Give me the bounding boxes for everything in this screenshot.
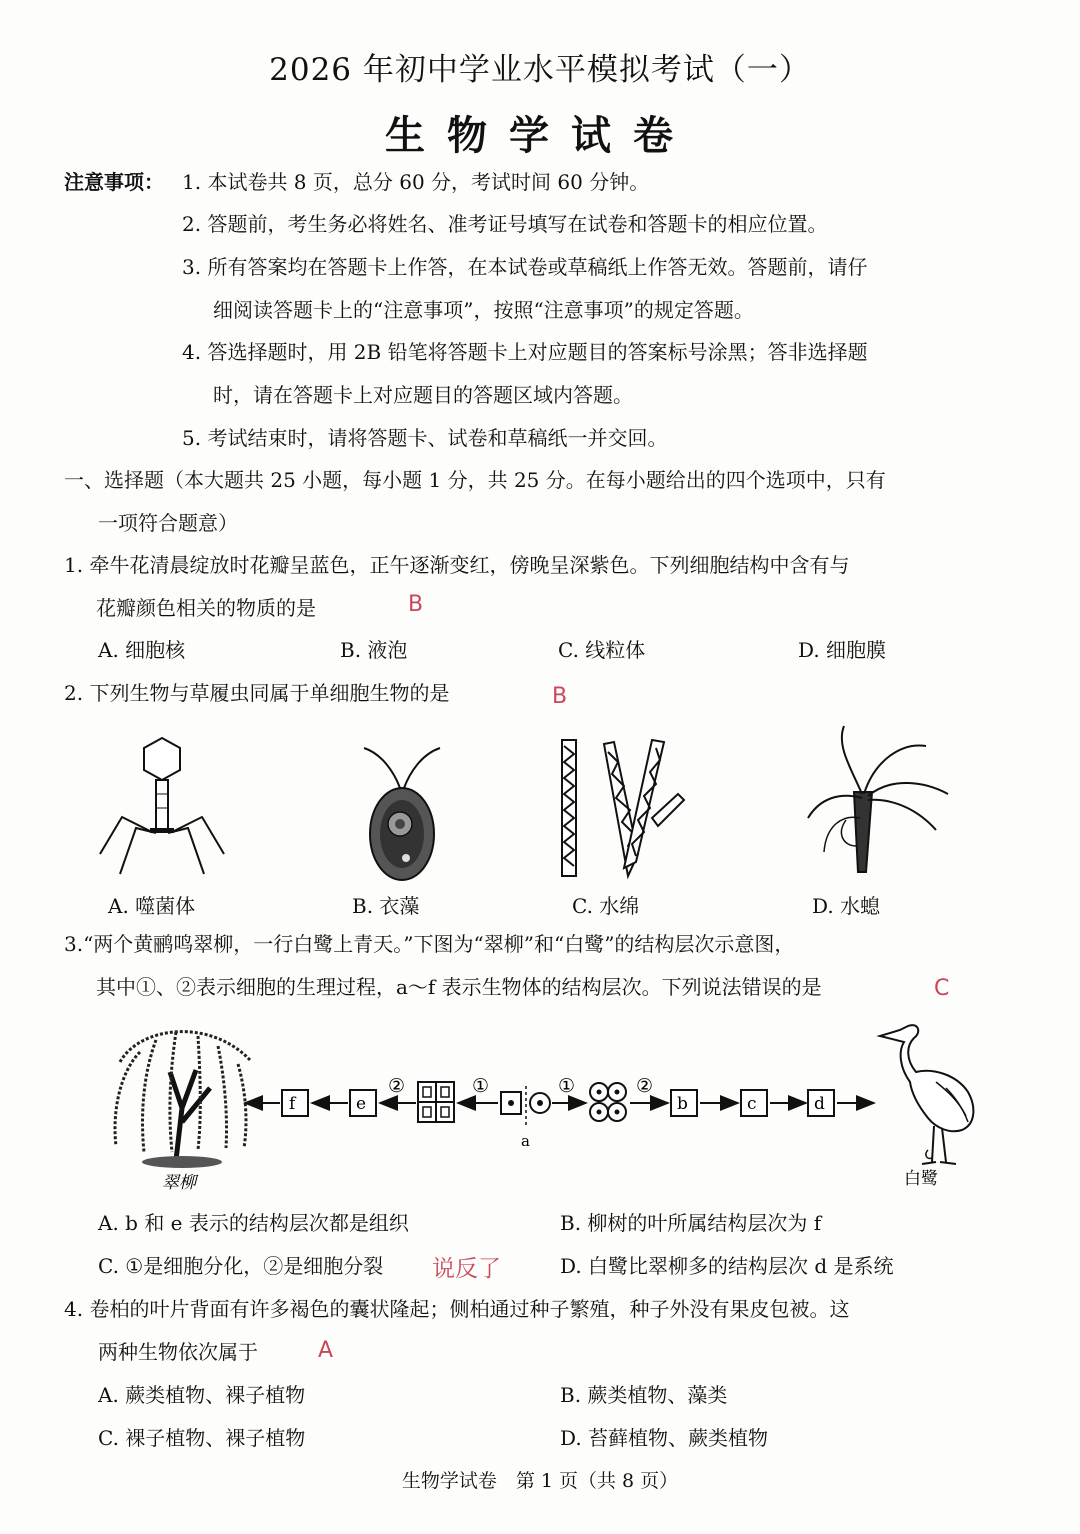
- note-item-2: 2. 答题前，考生务必将姓名、准考证号填写在试卷和答题卡的相应位置。: [182, 212, 828, 236]
- q4-option-a: A. 蕨类植物、裸子植物: [98, 1383, 306, 1407]
- egret-icon: [880, 1025, 973, 1164]
- tree-label: 翠柳: [162, 1173, 196, 1193]
- bird-label: 白鹭: [904, 1169, 938, 1189]
- hydra-illustration: [796, 722, 966, 882]
- q1-option-d: D. 细胞膜: [798, 638, 887, 662]
- spirogyra-illustration: [552, 734, 692, 884]
- page-footer: 生物学试卷 第 1 页（共 8 页）: [401, 1470, 679, 1492]
- box-d: d: [814, 1094, 825, 1114]
- section-heading-cont: 一项符合题意）: [98, 511, 238, 535]
- step-2-left: ②: [388, 1075, 406, 1097]
- notes-label: 注意事项：: [64, 170, 164, 194]
- animal-tissue-cells: [590, 1083, 626, 1121]
- q2-stem: 2. 下列生物与草履虫同属于单细胞生物的是: [64, 681, 450, 705]
- chlamydomonas-illustration: [352, 742, 452, 882]
- subject-title: 生物学试卷: [385, 112, 695, 159]
- exam-title: 2026 年初中学业水平模拟考试（一）: [269, 52, 811, 88]
- q2-handwritten-answer: B: [552, 684, 568, 709]
- q1-stem-cont: 花瓣颜色相关的物质的是: [96, 596, 316, 620]
- section-heading: 一、选择题（本大题共 25 小题，每小题 1 分，共 25 分。在每小题给出的四个选项中，只有: [64, 468, 886, 492]
- step-1-right: ①: [558, 1075, 576, 1097]
- q4-stem-cont: 两种生物依次属于: [98, 1340, 258, 1364]
- note-item-3: 3. 所有答案均在答题卡上作答，在本试卷或草稿纸上作答无效。答题前，请仔: [182, 255, 868, 279]
- q1-handwritten-answer: B: [408, 592, 424, 617]
- box-f: f: [289, 1094, 296, 1114]
- step-1-left: ①: [472, 1075, 490, 1097]
- note-item-5: 5. 考试结束时，请将答题卡、试卷和草稿纸一并交回。: [182, 426, 668, 450]
- note-item-4: 4. 答选择题时，用 2B 铅笔将答题卡上对应题目的答案标号涂黑；答非选择题: [182, 340, 868, 364]
- note-item-3-cont: 细阅读答题卡上的“注意事项”，按照“注意事项”的规定答题。: [213, 298, 754, 322]
- plant-tissue-cells: [418, 1082, 454, 1122]
- q1-option-a: A. 细胞核: [98, 638, 186, 662]
- q3-stem: 3.“两个黄鹂鸣翠柳，一行白鹭上青天。”下图为“翠柳”和“白鹭”的结构层次示意图，: [64, 932, 795, 956]
- q3-stem-cont: 其中①、②表示细胞的生理过程，a～f 表示生物体的结构层次。下列说法错误的是: [96, 975, 822, 999]
- q4-option-d: D. 苔藓植物、蕨类植物: [560, 1426, 769, 1450]
- q3-option-d: D. 白鹭比翠柳多的结构层次 d 是系统: [560, 1254, 894, 1278]
- step-2-right: ②: [636, 1075, 654, 1097]
- q1-option-c: C. 线粒体: [558, 638, 646, 662]
- label-a: a: [521, 1132, 530, 1150]
- q4-stem: 4. 卷柏的叶片背面有许多褐色的囊状隆起；侧柏通过种子繁殖，种子外没有果皮包被。这: [64, 1297, 850, 1321]
- q2-caption-c: C. 水绵: [572, 894, 640, 918]
- q2-caption-b: B. 衣藻: [352, 894, 420, 918]
- note-item-1: 1. 本试卷共 8 页，总分 60 分，考试时间 60 分钟。: [182, 170, 650, 194]
- q1-stem: 1. 牵牛花清晨绽放时花瓣呈蓝色，正午逐渐变红，傍晚呈深紫色。下列细胞结构中含有与: [64, 553, 850, 577]
- box-b: b: [677, 1094, 688, 1114]
- bacteriophage-illustration: [92, 732, 232, 882]
- q4-option-c: C. 裸子植物、裸子植物: [98, 1426, 306, 1450]
- box-c: c: [747, 1094, 757, 1114]
- note-item-4-cont: 时，请在答题卡上对应题目的答题区域内答题。: [213, 383, 633, 407]
- q1-option-b: B. 液泡: [340, 638, 408, 662]
- q3-option-c: C. ①是细胞分化，②是细胞分裂: [98, 1254, 384, 1278]
- q3-handwritten-answer: C: [934, 976, 950, 1001]
- structure-level-diagram: [100, 1012, 990, 1202]
- box-e: e: [356, 1094, 367, 1114]
- q2-caption-a: A. 噬菌体: [108, 894, 196, 918]
- q3-option-b: B. 柳树的叶所属结构层次为 f: [560, 1211, 822, 1235]
- willow-tree-icon: [115, 1032, 250, 1168]
- q2-caption-d: D. 水螅: [812, 894, 881, 918]
- q4-handwritten-answer: A: [318, 1338, 334, 1363]
- q3-handwritten-note: 说反了: [432, 1256, 501, 1282]
- q3-option-a: A. b 和 e 表示的结构层次都是组织: [98, 1211, 409, 1235]
- q4-option-b: B. 蕨类植物、藻类: [560, 1383, 728, 1407]
